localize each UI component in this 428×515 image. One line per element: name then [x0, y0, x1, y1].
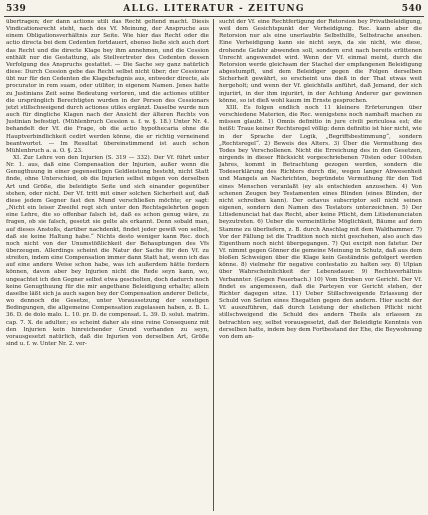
right-paragraph-2: XIII. Es folgen endlich noch 11 kleinere Erörterungen über verschiedene Materien, die Rec. wenigstens noch namhaft machen zu müssen glaubt. 1) Omnis definitio in jure civili periculosa est; die heißt: Traue keiner Rechtsregel völlig: denn definitio ist hier nicht, wie in der Sprache der Logik, „Begriffsbestimmung“, sondern „Rechtsregel“. 2) Beweis des Alters. 3) Über die Vermuthung des Todes bey Verschollenen. Nicht die Erreichung des in den Gesetzen, nirgends in dieser Rücksicht vorgeschriebenen 70sten oder 100sten Jahres, kommt in Betrachtung gezogen werden, sondern die Todeserklärung des Richters durch die, wegen langer Abwesenheit und Mangels an Nachrichten, begründete Vermuthung für den Tod eines Menschen veranlaßt (ey als entschieden anzusehen. 4) Von schenen Zeugen bey Testamenten eines Blinden (eines Blinden, der nicht schreiben kann). Der octavus subscriptor soll nicht seinen eigenen, sondern den Namen des Testators unterzeichnen. 5) Der Litisdenunciat hat das Recht, aber keine Pflicht, dem Litisdenunciaten beyzutreten. 6) Ueber die vermeintliche Möglichkeit, Bäume auf dem Stamme zu überliefern, z. B. durch Anschlag mit dem Waldhammer. 7) Vor der Fällung ist die Tradition noch nicht geschehen, also auch das Eigenthum noch nicht übergegangen. 7) Qui excipit non fatetur. Der Vf. nimmt gegen Gönner die gemeine Meinung in Schutz, daß aus dem bloßen Schweigen über die Klage kein Geständnis gefolgert werden könne. 8) vielmehr für negative contestatio zu halten sey. 8) Ulpian über Wahrscheinlichkeit der Lebensdauer. 9) Rechtsverhältnis Verbannter. (Gegen Feuerbach.) 10) Vom Streben vor Gericht. Der Vf. findet es angemessen, daß die Parteyen vor Gericht stehen, der Richter dagegen sitze. 11) Ueber Stillschweigende Erlassung der Schuld von Seiten eines Ehegatten gegen den andern. Hier sucht der Vf. auszuführen, daß durch Leistung der ehelichen Pflicht nicht stillschweigend die Schuld des andern Theils als erlassen zu betrachten sey, selbst vorausgesetzt, daß der Beleidigte Kenntnis von derselben hatte, indem bey dem Fortbestand der Ehe, die Beywohnung von dem an-	[219, 104, 422, 340]
left-column	[6, 19, 209, 509]
column-divider	[213, 19, 214, 511]
right-column	[219, 19, 422, 509]
left-paragraph-1: übertragen; der dann actione utili das Recht geltend macht. Diesis Vindicationsrecht steht, nach des Vf. Meinung, der Anspruche aus einem Obligationsverhältnis zur Seite. Wie hier das Recht oder die actio directa bei dem Cedenten fortdauert, ebenso ließe sich auch dort das Recht und die directe Klage bey ihm annehmen, und die Cession enthält nur die Gestattung, als Stellvertreter des Cedenten dessen Verfolgung des Anspruchs gestattet. — Die Sache sey ganz natürlich diese: Durch Cession gebe das Recht selbst nicht über; der Cessionar übt nur für den Cedenten die Klagebefugnis aus, entweder directe, als procurator in rem suam, oder utiliter, in eigenem Namen. Jenes hatte zu Justinians Zeit seine Bedeutung verloren, und die actiones utiliter die ursprünglich Berechtigten wurden in der Person des Cessionars jetzt stillschweigend durch actiones utiles ergänzt. Daselbe wurde nun auch für dingliche Klagen nach der Ansicht der älteren Rechts von Justinian befestigt. (Mühlenbruch Cession u. f. w. §. 18.) Unter Nr. 4. behandelt der Vf. die Frage, ob die actio hypothecaria ohne die Hauptverbindlichkeit cedirt werden könne, die er richtig verneinend beantwortet. — Im Resultat übereinstimmend ist auch schon Mühlenbruch a. a. O. §. 23.	[6, 19, 209, 154]
running-title: ALLG. LITERATUR - ZEITUNG	[123, 4, 305, 14]
right-paragraph-1: sucht der Vf. eine Rechtfertigung der Retorsion bey Privatbeleidigung, weil dem Gesichtspunkt der Verheidigung. Rec. kann aber die Retorsion nur als eine unerlaubte Selbsthilfe, Selbstrache ansehen. Eine Verheidigung kann sie nicht seyn, da sie nicht, wie diese, drohende Gefahr abwenden soll, sondern erst nach bereits erlittenen Unrecht angewendet wird. Wenn der Vf. einmal meint, durch die Retorsion werde gleichsam der Stachel der empfangenen Beleidigung abgestumpft, und dem Beleidiger gegen die Folgen derselben Sicherheit gewährt, so erscheint uns dieß in der That etwas weit hergeholt; und wenn der Vf. gleichfalls anführt, daß Jemand, der sich injuriirt, in der ihm injuriirt, in der Achtung Anderer gar gewinnen könne, so ist dieß wohl kaum im Ernste gesprochen.	[219, 19, 422, 104]
page-number-right: 540	[401, 4, 422, 14]
left-paragraph-2: XI. Zur Lehre von den Injurien (S. 319 — 332). Der Vf. führt unter Nr. 1. aus, daß eine Compensation der Injurien, außer wenn die Genugthuung in einer gegenseitigen Geldleistung besteht, nicht Statt finde, ohne Unterschied, ob die Injurien selbst mögen von derselben Art und Größe, die beleidigte Seite und sich einander gegenüber stehen, oder nicht. Der Vf. tritt mit einer solchen Sicherheit auf, daß diese jedem Gegner fast den Mund verschließen möchte; er sagt: „Nicht ein leiser Zweifel regt sich unter den Rechtsgelehrten gegen eine Lehre, die so offenbar falsch ist, daß es schon genug wäre, zu fragen, ob sie falsch, gesetzt sie gelte als erkannt. Denn sobald man, auf dieses Anstoßs, darüber nachdenkt, findet jeder gewiß von selbst, daß sie keine Haltung habe.“ Nichts desto weniger kann Rec. doch noch nicht von der Unumstößlichkeit der Behauptungen des Vfs überzeugen. Allerdings scheint die Natur der Sache für den Vf. zu streiten, indem eine Compensation immer dann Statt hat, wenn ich das auf eine andere Weise schon habe, was ich außerdem hätte fordern können, davon aber bey Injurien nicht die Rede seyn kann, wo, ungeachtet ich den Gegner selbst etwa gescholten, doch dadurch noch keine Genugthuung für die mir angethane Beleidigung erhalte; allein daselbe läßt sich ja auch sagen bey der Compensation anderer Delicte, wo dennoch die Gesetze, unter Voraussetzung der sonstigen Bedingungen, die allgemeine Compensation zugelassen haben, z. B. L. 36. D. de dolo malo. L. 10. pr. D. de compensat. L. 39. D. solut. matrim. cap. 7. X. de adulter.; es scheint daher als eine reine Consequenz mit den Injurien kein hinreichender Grund vorhanden zu seyn, vorausgesetzt natürlich, daß die Injurien von derselben Art, Größe sind u. f. w. Unter Nr. 2. ver-	[6, 154, 209, 348]
header-rule	[4, 16, 424, 17]
page-number-left: 539	[6, 4, 27, 14]
